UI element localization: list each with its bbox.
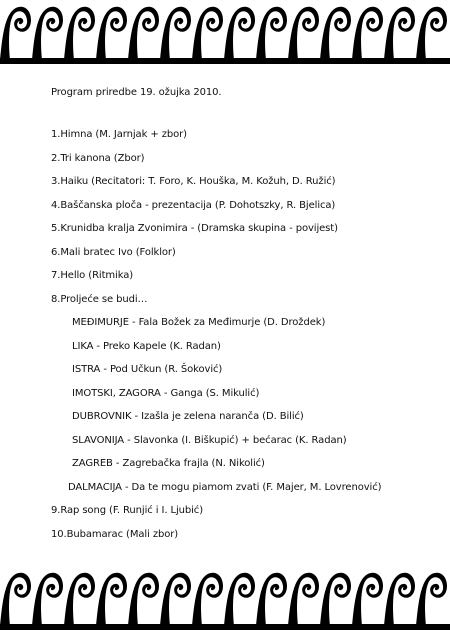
swirl-wave-ornament-icon xyxy=(0,0,450,64)
program-item: 5.Krunidba kralja Zvonimira - (Dramska skupina - povijest) xyxy=(51,223,338,234)
program-content xyxy=(51,84,441,546)
program-item: 2.Tri kanona (Zbor) xyxy=(51,152,145,164)
program-item: 1.Himna (M. Jarnjak + zbor) xyxy=(51,129,187,140)
program-item: 10.Bubamarac (Mali zbor) xyxy=(51,528,179,540)
program-sub-item: MEĐIMURJE - Fala Božek za Međimurje (D. Droždek) xyxy=(72,317,326,328)
program-item: 8.Proljeće se budi… xyxy=(51,293,148,305)
program-sub-item: ZAGREB - Zagrebačka frajla (N. Nikolić) xyxy=(72,458,265,469)
program-sub-item: DALMACIJA - Da te mogu piamom zvati (F. Majer, M. Lovrenović) xyxy=(68,481,382,493)
program-item: 9.Rap song (F. Runjić i I. Ljubić) xyxy=(51,505,204,516)
bottom-decorative-border xyxy=(0,566,450,630)
program-sub-item: DUBROVNIK - Izašla je zelena naranča (D. Bilić) xyxy=(72,411,304,422)
program-sub-item: IMOTSKI, ZAGORA - Ganga (S. Mikulić) xyxy=(72,387,260,399)
program-sub-item: ISTRA - Pod Učkun (R. Šoković) xyxy=(72,364,223,375)
swirl-wave-ornament-icon xyxy=(0,566,450,630)
program-item: 3.Haiku (Recitatori: T. Foro, K. Houška, M. Kožuh, D. Ružić) xyxy=(51,176,336,187)
program-heading: Program priredbe 19. ožujka 2010. xyxy=(51,87,222,98)
top-decorative-border xyxy=(0,0,450,64)
program-item: 4.Baščanska ploča - prezentacija (P. Dohotszky, R. Bjelica) xyxy=(51,199,336,211)
program-sub-item: SLAVONIJA - Slavonka (I. Biškupić) + bećarac (K. Radan) xyxy=(72,434,347,446)
program-sub-item: LIKA - Preko Kapele (K. Radan) xyxy=(72,340,221,352)
program-item: 6.Mali bratec Ivo (Folklor) xyxy=(51,246,176,258)
program-item: 7.Hello (Ritmika) xyxy=(51,270,134,281)
